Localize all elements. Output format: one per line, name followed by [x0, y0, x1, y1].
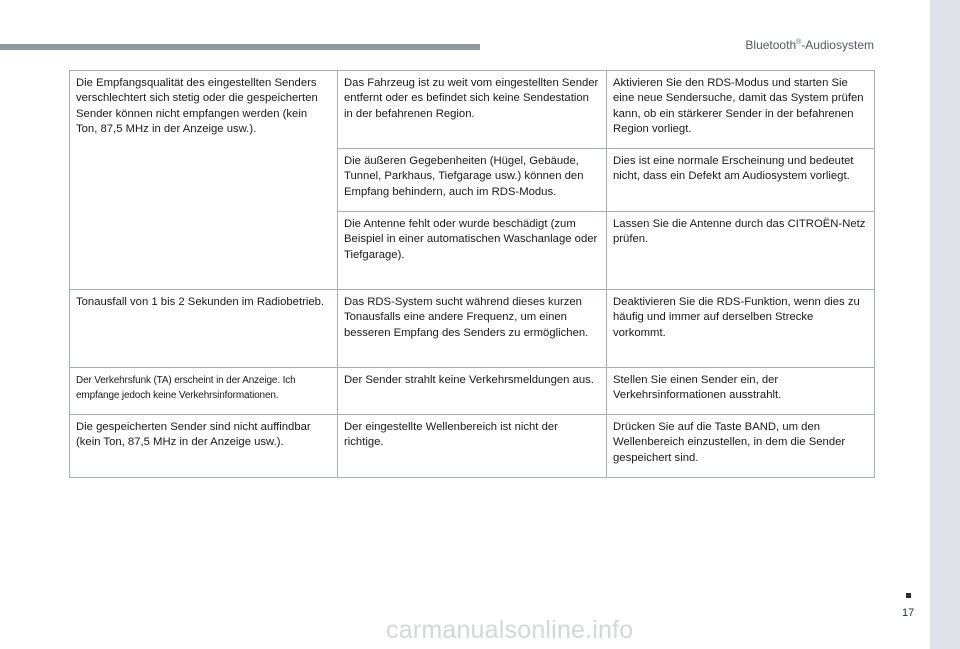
cause-cell: Die Antenne fehlt oder wurde beschädigt (zum Beispiel in einer automatischen Waschanlage oder Tiefgarage).: [338, 212, 607, 290]
solution-cell: Stellen Sie einen Sender ein, der Verkehrsinformationen ausstrahlt.: [607, 368, 875, 415]
table-row: [70, 368, 875, 415]
solution-cell: Deaktivieren Sie die RDS-Funktion, wenn dies zu häufig und immer auf derselben Strecke vorkommt.: [607, 290, 875, 368]
page-number: 17: [902, 607, 915, 619]
troubleshooting-table: [69, 70, 875, 478]
watermark-text: carmanualsonline.info: [386, 616, 634, 644]
cause-cell: Der eingestellte Wellenbereich ist nicht der richtige.: [338, 415, 607, 478]
problem-cell: Die gespeicherten Sender sind nicht auffindbar (kein Ton, 87,5 MHz in der Anzeige usw.).: [70, 415, 338, 478]
table-row: [70, 415, 875, 478]
solution-cell: Lassen Sie die Antenne durch das CITROËN-Netz prüfen.: [607, 212, 875, 290]
cause-cell: Das RDS-System sucht während dieses kurzen Tonausfalls eine andere Frequenz, um einen besseren Empfang des Senders zu ermöglichen.: [338, 290, 607, 368]
side-strip: [930, 0, 960, 649]
section-title-text: Bluetooth: [745, 38, 797, 52]
cause-cell: Der Sender strahlt keine Verkehrsmeldungen aus.: [338, 368, 607, 415]
registered-mark: ®: [796, 39, 802, 46]
table-row: [70, 71, 875, 149]
table-row: [70, 290, 875, 368]
section-title: [745, 38, 874, 52]
solution-cell: Drücken Sie auf die Taste BAND, um den Wellenbereich einzustellen, in dem die Sender gespeichert sind.: [607, 415, 875, 478]
problem-cell: Tonausfall von 1 bis 2 Sekunden im Radiobetrieb.: [70, 290, 338, 368]
page-marker: [906, 593, 911, 598]
solution-cell: Dies ist eine normale Erscheinung und bedeutet nicht, dass ein Defekt am Audiosystem vorliegt.: [607, 149, 875, 212]
solution-cell: Aktivieren Sie den RDS-Modus und starten Sie eine neue Sendersuche, damit das System prüfen kann, ob ein stärkerer Sender in der befahrenen Region vorliegt.: [607, 71, 875, 149]
problem-cell: Die Empfangsqualität des eingestellten Senders verschlechtert sich stetig oder die gespeicherten Sender können nicht empfangen werden (kein Ton, 87,5 MHz in der Anzeige usw.).: [70, 71, 338, 290]
header-rule: [0, 44, 480, 50]
section-title-suffix: -Audiosystem: [801, 38, 874, 52]
cause-cell: Das Fahrzeug ist zu weit vom eingestellten Sender entfernt oder es befindet sich keine Sendestation in der befahrenen Region.: [338, 71, 607, 149]
problem-cell: Der Verkehrsfunk (TA) erscheint in der Anzeige. Ich empfange jedoch keine Verkehrsinformationen.: [70, 368, 338, 415]
cause-cell: Die äußeren Gegebenheiten (Hügel, Gebäude, Tunnel, Parkhaus, Tiefgarage usw.) können den Empfang behindern, auch im RDS-Modus.: [338, 149, 607, 212]
